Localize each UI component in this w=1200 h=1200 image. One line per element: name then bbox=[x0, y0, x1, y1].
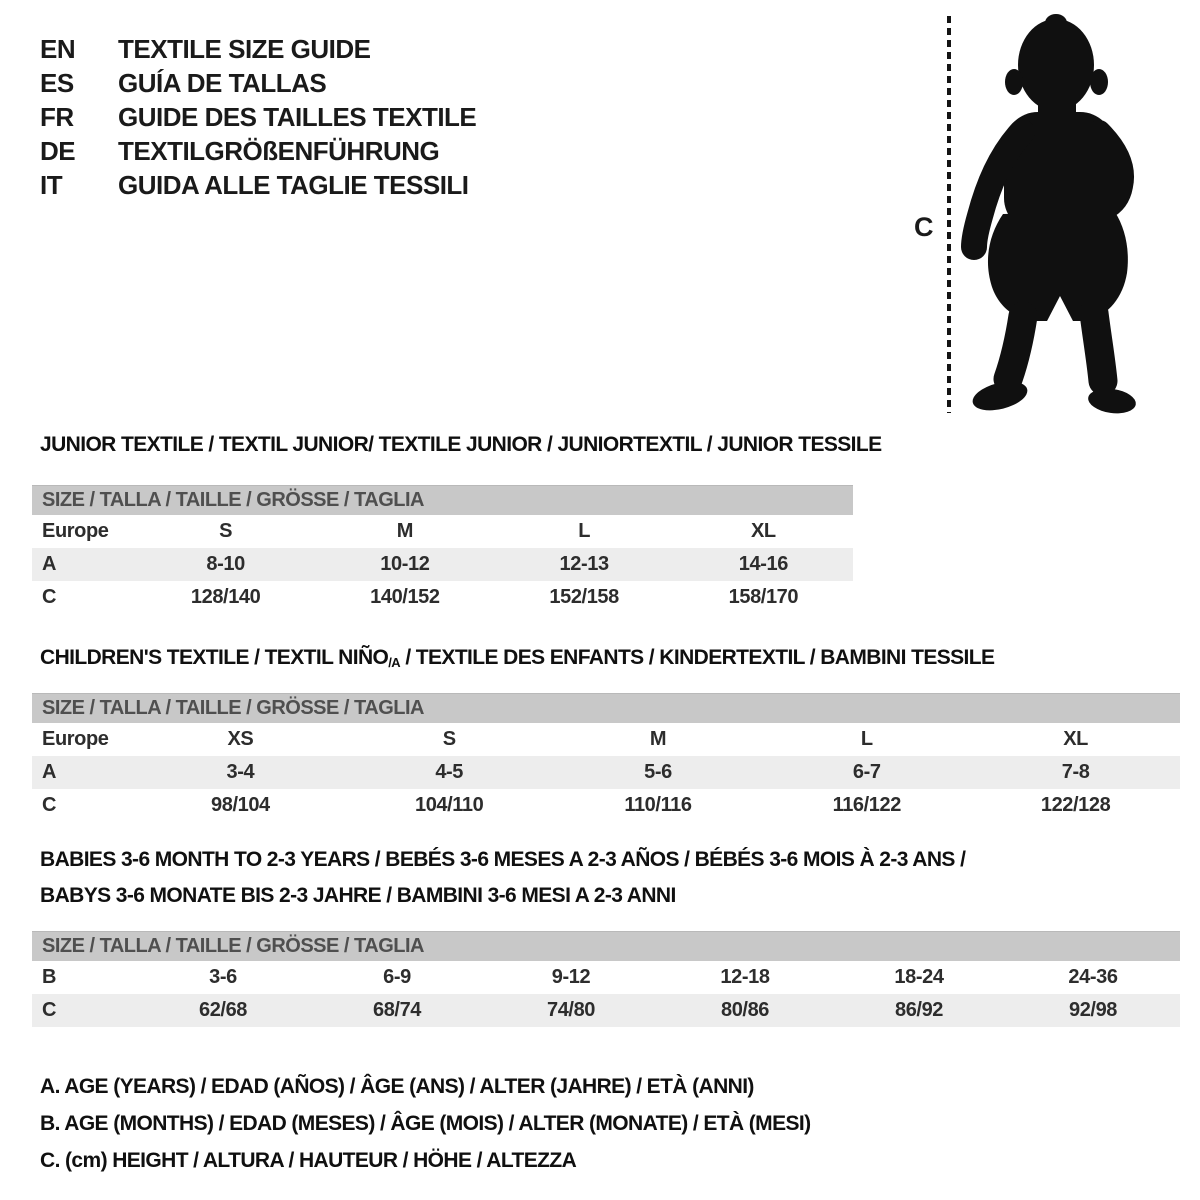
table-cell: 80/86 bbox=[720, 999, 770, 1021]
table-cell: L bbox=[578, 520, 591, 542]
children-title-sub: /A bbox=[388, 655, 401, 670]
table-cell: 7-8 bbox=[1061, 761, 1090, 783]
babies-section-title-line1: BABIES 3-6 MONTH TO 2-3 YEARS / BEBÉS 3-6 MESES A 2-3 AÑOS / BÉBÉS 3-6 MOIS À 2-3 ANS / bbox=[40, 848, 966, 871]
children-section-title bbox=[40, 646, 994, 670]
language-title: GUIDA ALLE TAGLIE TESSILI bbox=[118, 169, 469, 200]
babies-size-table bbox=[32, 931, 1180, 1027]
table-cell: 5-6 bbox=[644, 761, 672, 783]
junior-size-table bbox=[32, 485, 853, 614]
babies-section-title-line2: BABYS 3-6 MONATE BIS 2-3 JAHRE / BAMBINI 3-6 MESI A 2-3 ANNI bbox=[40, 884, 676, 907]
table-cell: 24-36 bbox=[1068, 966, 1118, 988]
toddler-silhouette-icon bbox=[955, 10, 1147, 420]
legend-line-b: B. AGE (MONTHS) / EDAD (MESES) / ÂGE (MOIS) / ALTER (MONATE) / ETÀ (MESI) bbox=[40, 1112, 811, 1135]
table-cell: 68/74 bbox=[372, 999, 422, 1021]
table-cell: 158/170 bbox=[728, 586, 799, 608]
table-cell: 6-9 bbox=[383, 966, 411, 988]
language-title: GUÍA DE TALLAS bbox=[118, 67, 327, 98]
language-list bbox=[40, 32, 476, 202]
babies-row-height bbox=[32, 994, 1180, 1027]
children-size-table bbox=[32, 693, 1180, 822]
table-cell: 3-6 bbox=[209, 966, 237, 988]
table-cell: 86/92 bbox=[894, 999, 944, 1021]
language-title: TEXTILGRÖßENFÜHRUNG bbox=[118, 135, 440, 166]
children-title-pre: CHILDREN'S TEXTILE / TEXTIL NIÑO bbox=[40, 646, 389, 669]
language-code: ES bbox=[40, 67, 74, 98]
table-cell: 8-10 bbox=[206, 553, 245, 575]
table-cell: 140/152 bbox=[370, 586, 440, 608]
table-cell: 10-12 bbox=[380, 553, 430, 575]
children-row-europe bbox=[32, 723, 1180, 756]
language-code: EN bbox=[40, 33, 76, 64]
junior-section-title: JUNIOR TEXTILE / TEXTIL JUNIOR/ TEXTILE JUNIOR / JUNIORTEXTIL / JUNIOR TESSILE bbox=[40, 433, 882, 456]
language-row-fr bbox=[40, 100, 476, 134]
table-cell: 98/104 bbox=[211, 794, 270, 816]
table-cell: 128/140 bbox=[190, 586, 261, 608]
table-cell: S bbox=[219, 520, 233, 542]
table-cell: 4-5 bbox=[435, 761, 464, 783]
table-cell: 6-7 bbox=[852, 761, 881, 783]
table-cell: 9-12 bbox=[551, 966, 591, 988]
row-label: B bbox=[42, 966, 57, 988]
table-cell: S bbox=[442, 728, 456, 750]
table-cell: 104/110 bbox=[414, 794, 484, 816]
row-label: C bbox=[42, 794, 57, 816]
table-cell: 14-16 bbox=[738, 553, 788, 575]
language-title: GUIDE DES TAILLES TEXTILE bbox=[118, 101, 477, 132]
row-label: Europe bbox=[42, 728, 109, 750]
language-row-de bbox=[40, 134, 476, 168]
junior-table-header: SIZE / TALLA / TAILLE / GRÖSSE / TAGLIA bbox=[32, 485, 853, 515]
table-cell: 122/128 bbox=[1040, 794, 1111, 816]
row-label: A bbox=[42, 553, 57, 575]
table-cell: 12-18 bbox=[720, 966, 770, 988]
children-title-post: / TEXTILE DES ENFANTS / KINDERTEXTIL / BAMBINI TESSILE bbox=[400, 646, 995, 669]
table-cell: XS bbox=[227, 728, 254, 750]
junior-row-height bbox=[32, 581, 853, 614]
measure-legend bbox=[40, 1068, 811, 1179]
table-cell: XL bbox=[1063, 728, 1088, 750]
table-cell: 110/116 bbox=[624, 794, 692, 816]
language-title: TEXTILE SIZE GUIDE bbox=[118, 33, 371, 64]
junior-row-europe bbox=[32, 515, 853, 548]
language-row-it bbox=[40, 168, 476, 202]
children-row-age bbox=[32, 756, 1180, 789]
table-cell: 62/68 bbox=[198, 999, 248, 1021]
row-label: A bbox=[42, 761, 57, 783]
table-cell: L bbox=[860, 728, 873, 750]
row-label: Europe bbox=[42, 520, 109, 542]
table-cell: 92/98 bbox=[1068, 999, 1118, 1021]
table-cell: 12-13 bbox=[559, 553, 609, 575]
language-row-en bbox=[40, 32, 476, 66]
language-code: DE bbox=[40, 135, 76, 166]
table-cell: M bbox=[649, 728, 667, 750]
language-code: FR bbox=[40, 101, 74, 132]
table-cell: 116/122 bbox=[832, 794, 901, 816]
children-row-height bbox=[32, 789, 1180, 822]
row-label: C bbox=[42, 586, 57, 608]
table-cell: 3-4 bbox=[226, 761, 255, 783]
children-table-header: SIZE / TALLA / TAILLE / GRÖSSE / TAGLIA bbox=[32, 693, 1180, 723]
babies-row-months bbox=[32, 961, 1180, 994]
table-cell: 152/158 bbox=[549, 586, 619, 608]
table-cell: 18-24 bbox=[894, 966, 944, 988]
height-measure-label: C bbox=[914, 212, 934, 242]
table-cell: XL bbox=[750, 520, 776, 542]
row-label: C bbox=[42, 999, 57, 1021]
table-cell: 74/80 bbox=[546, 999, 596, 1021]
babies-table-header: SIZE / TALLA / TAILLE / GRÖSSE / TAGLIA bbox=[32, 931, 1180, 961]
legend-line-c: C. (cm) HEIGHT / ALTURA / HAUTEUR / HÖHE / ALTEZZA bbox=[40, 1149, 577, 1172]
junior-row-age bbox=[32, 548, 853, 581]
height-measure-line bbox=[947, 16, 951, 413]
legend-line-a: A. AGE (YEARS) / EDAD (AÑOS) / ÂGE (ANS) / ALTER (JAHRE) / ETÀ (ANNI) bbox=[40, 1075, 754, 1098]
table-cell: M bbox=[396, 520, 413, 542]
language-code: IT bbox=[40, 169, 63, 200]
language-row-es bbox=[40, 66, 476, 100]
